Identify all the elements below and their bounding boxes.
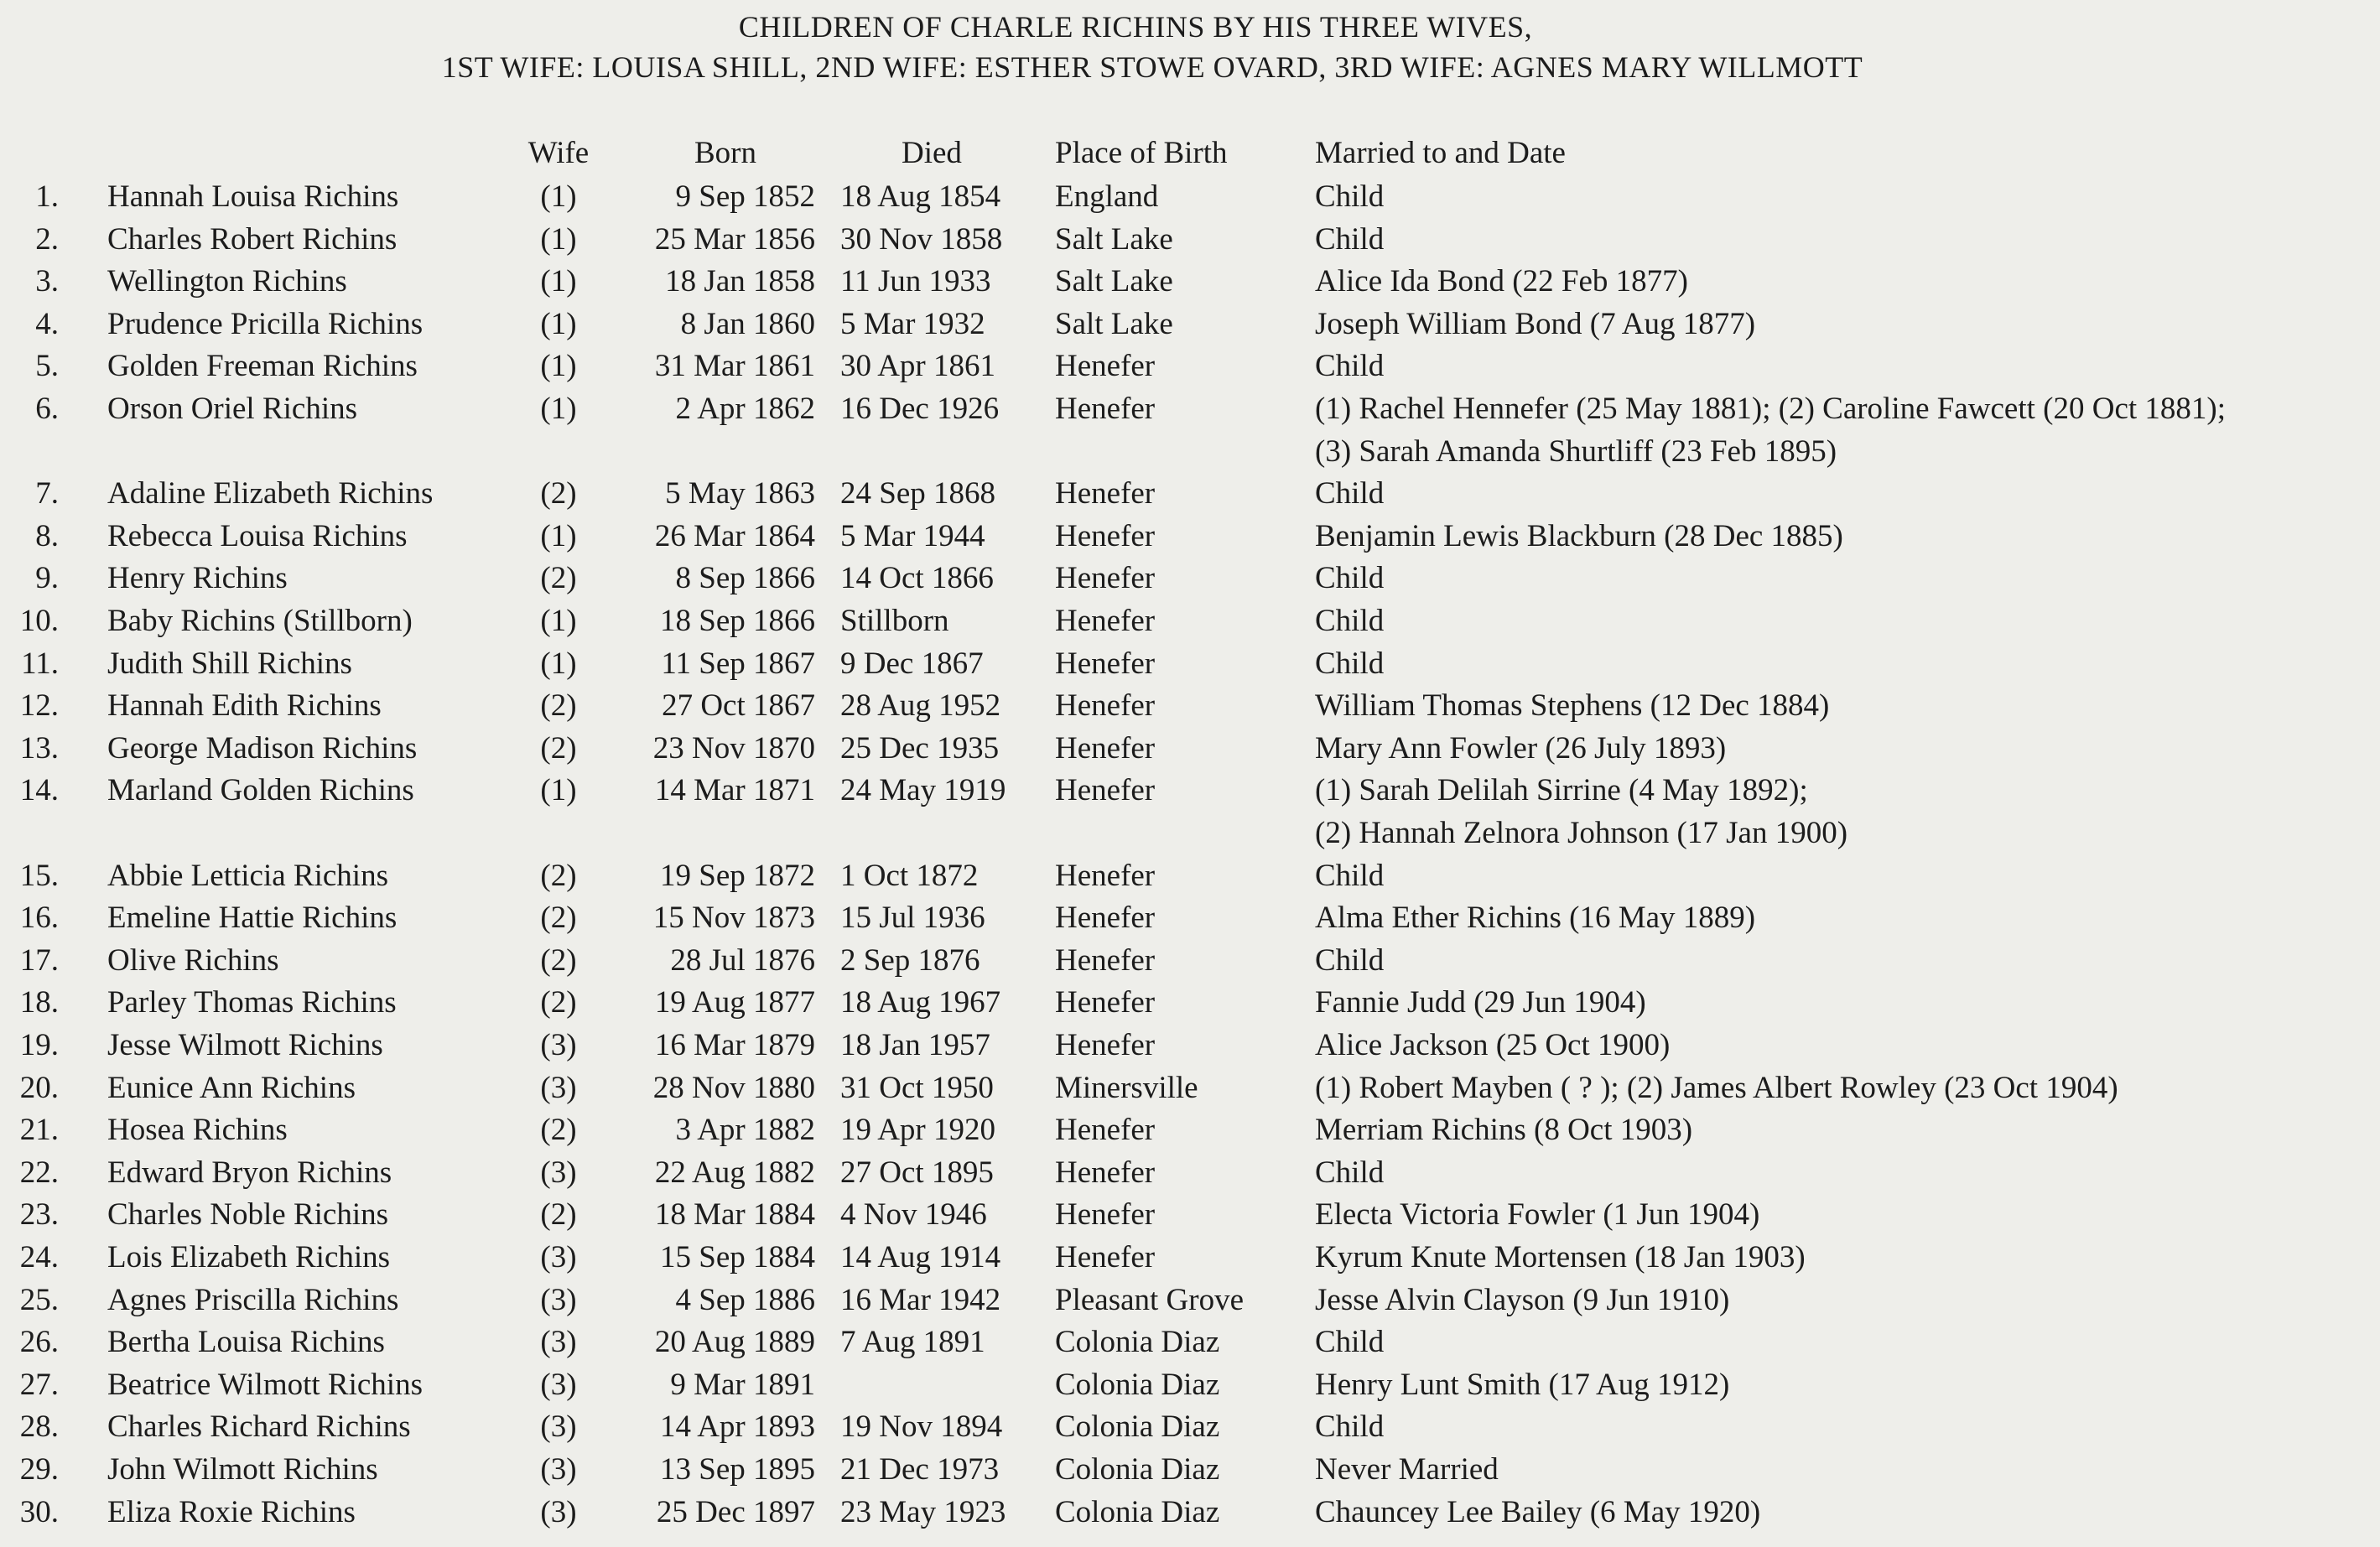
row-number: 14. bbox=[19, 773, 59, 807]
wife-number: (3) bbox=[540, 1495, 577, 1529]
born-date: 31 Mar 1861 bbox=[654, 349, 815, 383]
table-row bbox=[0, 261, 2380, 303]
married-to: Child bbox=[1315, 1325, 1385, 1359]
born-date: 9 Mar 1891 bbox=[670, 1368, 815, 1402]
place-of-birth: Henefer bbox=[1055, 349, 1156, 383]
married-to: Merriam Richins (8 Oct 1903) bbox=[1315, 1113, 1693, 1147]
place-of-birth: Henefer bbox=[1055, 901, 1156, 935]
died-date: 19 Apr 1920 bbox=[840, 1113, 995, 1147]
wife-number: (2) bbox=[540, 943, 577, 978]
child-name: Charles Noble Richins bbox=[107, 1197, 389, 1232]
row-number: 22. bbox=[19, 1155, 59, 1190]
child-name: Rebecca Louisa Richins bbox=[107, 519, 408, 553]
table-row bbox=[0, 770, 2380, 850]
place-of-birth: Henefer bbox=[1055, 646, 1156, 681]
child-name: Eunice Ann Richins bbox=[107, 1071, 356, 1105]
wife-number: (3) bbox=[540, 1325, 577, 1359]
wife-number: (2) bbox=[540, 859, 577, 893]
wife-number: (3) bbox=[540, 1368, 577, 1402]
married-to: Child bbox=[1315, 859, 1385, 893]
place-of-birth: Colonia Diaz bbox=[1055, 1368, 1220, 1402]
born-date: 20 Aug 1889 bbox=[654, 1325, 815, 1359]
place-of-birth: Salt Lake bbox=[1055, 222, 1173, 257]
died-date: 18 Aug 1967 bbox=[840, 985, 1001, 1020]
child-name: Orson Oriel Richins bbox=[107, 392, 358, 426]
place-of-birth: Henefer bbox=[1055, 519, 1156, 553]
died-date: Stillborn bbox=[840, 604, 949, 638]
table-row bbox=[0, 388, 2380, 469]
wife-number: (3) bbox=[540, 1409, 577, 1444]
married-to-continued: (3) Sarah Amanda Shurtliff (23 Feb 1895) bbox=[1315, 434, 1837, 469]
wife-number: (1) bbox=[540, 773, 577, 807]
place-of-birth: Henefer bbox=[1055, 985, 1156, 1020]
died-date: 15 Jul 1936 bbox=[840, 901, 985, 935]
born-date: 3 Apr 1882 bbox=[675, 1113, 815, 1147]
born-date: 13 Sep 1895 bbox=[660, 1452, 815, 1487]
place-of-birth: Henefer bbox=[1055, 604, 1156, 638]
row-number: 16. bbox=[19, 901, 59, 935]
table-row bbox=[0, 1152, 2380, 1194]
born-date: 8 Sep 1866 bbox=[675, 561, 815, 595]
place-of-birth: Henefer bbox=[1055, 688, 1156, 723]
married-to: Child bbox=[1315, 476, 1385, 511]
child-name: Lois Elizabeth Richins bbox=[107, 1240, 391, 1274]
died-date: 4 Nov 1946 bbox=[840, 1197, 987, 1232]
table-row bbox=[0, 1321, 2380, 1363]
row-number: 30. bbox=[19, 1495, 59, 1529]
child-name: Abbie Letticia Richins bbox=[107, 859, 388, 893]
row-number: 29. bbox=[19, 1452, 59, 1487]
row-number: 17. bbox=[19, 943, 59, 978]
row-number: 13. bbox=[19, 731, 59, 766]
row-number: 10. bbox=[19, 604, 59, 638]
child-name: Judith Shill Richins bbox=[107, 646, 352, 681]
row-number: 20. bbox=[19, 1071, 59, 1105]
child-name: George Madison Richins bbox=[107, 731, 418, 766]
place-of-birth: Colonia Diaz bbox=[1055, 1452, 1220, 1487]
died-date: 5 Mar 1932 bbox=[840, 307, 985, 341]
born-date: 26 Mar 1864 bbox=[654, 519, 815, 553]
child-name: Edward Bryon Richins bbox=[107, 1155, 392, 1190]
married-to: Fannie Judd (29 Jun 1904) bbox=[1315, 985, 1646, 1020]
born-date: 15 Sep 1884 bbox=[660, 1240, 815, 1274]
married-to: Alice Ida Bond (22 Feb 1877) bbox=[1315, 264, 1688, 298]
child-name: Beatrice Wilmott Richins bbox=[107, 1368, 423, 1402]
wife-number: (1) bbox=[540, 264, 577, 298]
child-name: Parley Thomas Richins bbox=[107, 985, 397, 1020]
wife-number: (2) bbox=[540, 561, 577, 595]
died-date: 27 Oct 1895 bbox=[840, 1155, 994, 1190]
died-date: 31 Oct 1950 bbox=[840, 1071, 994, 1105]
place-of-birth: Henefer bbox=[1055, 1155, 1156, 1190]
died-date: 25 Dec 1935 bbox=[840, 731, 1000, 766]
child-name: Jesse Wilmott Richins bbox=[107, 1028, 383, 1062]
place-of-birth: Henefer bbox=[1055, 1028, 1156, 1062]
died-date: 23 May 1923 bbox=[840, 1495, 1006, 1529]
born-date: 28 Jul 1876 bbox=[670, 943, 815, 978]
married-to: Alice Jackson (25 Oct 1900) bbox=[1315, 1028, 1671, 1062]
died-date: 1 Oct 1872 bbox=[840, 859, 979, 893]
place-of-birth: Minersville bbox=[1055, 1071, 1198, 1105]
married-to: Child bbox=[1315, 222, 1385, 257]
table-row bbox=[0, 473, 2380, 515]
born-date: 23 Nov 1870 bbox=[652, 731, 815, 766]
child-name: Charles Richard Richins bbox=[107, 1409, 411, 1444]
wife-number: (2) bbox=[540, 731, 577, 766]
place-of-birth: Henefer bbox=[1055, 1240, 1156, 1274]
table-row bbox=[0, 558, 2380, 600]
row-number: 6. bbox=[35, 392, 59, 426]
child-name: Charles Robert Richins bbox=[107, 222, 398, 257]
header-married: Married to and Date bbox=[1315, 136, 1566, 170]
table-row bbox=[0, 855, 2380, 897]
died-date: 16 Mar 1942 bbox=[840, 1283, 1001, 1317]
table-row bbox=[0, 1025, 2380, 1067]
born-date: 16 Mar 1879 bbox=[654, 1028, 815, 1062]
place-of-birth: Henefer bbox=[1055, 731, 1156, 766]
table-row bbox=[0, 1109, 2380, 1151]
wife-number: (2) bbox=[540, 901, 577, 935]
table-row bbox=[0, 1364, 2380, 1406]
born-date: 18 Jan 1858 bbox=[665, 264, 815, 298]
wife-number: (3) bbox=[540, 1071, 577, 1105]
child-name: Hannah Louisa Richins bbox=[107, 179, 399, 214]
wife-number: (1) bbox=[540, 646, 577, 681]
place-of-birth: Henefer bbox=[1055, 476, 1156, 511]
place-of-birth: Henefer bbox=[1055, 1197, 1156, 1232]
married-to: Jesse Alvin Clayson (9 Jun 1910) bbox=[1315, 1283, 1730, 1317]
place-of-birth: Henefer bbox=[1055, 773, 1156, 807]
wife-number: (2) bbox=[540, 688, 577, 723]
wife-number: (1) bbox=[540, 519, 577, 553]
place-of-birth: Colonia Diaz bbox=[1055, 1409, 1220, 1444]
born-date: 4 Sep 1886 bbox=[675, 1283, 815, 1317]
died-date: 18 Aug 1854 bbox=[840, 179, 1001, 214]
married-to: Mary Ann Fowler (26 July 1893) bbox=[1315, 731, 1727, 766]
child-name: Golden Freeman Richins bbox=[107, 349, 418, 383]
place-of-birth: Pleasant Grove bbox=[1055, 1283, 1245, 1317]
place-of-birth: Salt Lake bbox=[1055, 264, 1173, 298]
table-row bbox=[0, 1406, 2380, 1448]
wife-number: (1) bbox=[540, 349, 577, 383]
row-number: 5. bbox=[35, 349, 59, 383]
table-row bbox=[0, 600, 2380, 642]
child-name: Agnes Priscilla Richins bbox=[107, 1283, 399, 1317]
row-number: 24. bbox=[19, 1240, 59, 1274]
row-number: 18. bbox=[19, 985, 59, 1020]
married-to: Chauncey Lee Bailey (6 May 1920) bbox=[1315, 1495, 1761, 1529]
died-date: 16 Dec 1926 bbox=[840, 392, 1000, 426]
child-name: Prudence Pricilla Richins bbox=[107, 307, 424, 341]
child-name: Bertha Louisa Richins bbox=[107, 1325, 385, 1359]
row-number: 25. bbox=[19, 1283, 59, 1317]
child-name: Baby Richins (Stillborn) bbox=[107, 604, 413, 638]
header-place-of-birth: Place of Birth bbox=[1055, 136, 1228, 170]
wife-number: (3) bbox=[540, 1452, 577, 1487]
row-number: 4. bbox=[35, 307, 59, 341]
row-number: 26. bbox=[19, 1325, 59, 1359]
married-to: Child bbox=[1315, 561, 1385, 595]
died-date: 21 Dec 1973 bbox=[840, 1452, 1000, 1487]
died-date: 11 Jun 1933 bbox=[840, 264, 991, 298]
married-to: (1) Robert Mayben ( ? ); (2) James Albert Rowley (23 Oct 1904) bbox=[1315, 1071, 2118, 1105]
wife-number: (3) bbox=[540, 1155, 577, 1190]
born-date: 28 Nov 1880 bbox=[652, 1071, 815, 1105]
married-to-continued: (2) Hannah Zelnora Johnson (17 Jan 1900) bbox=[1315, 816, 1848, 850]
table-row bbox=[0, 304, 2380, 345]
header-wife: Wife bbox=[527, 136, 590, 170]
table-row bbox=[0, 1194, 2380, 1236]
married-to: (1) Sarah Delilah Sirrine (4 May 1892); bbox=[1315, 773, 1808, 807]
born-date: 14 Apr 1893 bbox=[660, 1409, 815, 1444]
died-date: 14 Aug 1914 bbox=[840, 1240, 1001, 1274]
table-row bbox=[0, 516, 2380, 558]
died-date: 14 Oct 1866 bbox=[840, 561, 994, 595]
table-row bbox=[0, 897, 2380, 939]
row-number: 21. bbox=[19, 1113, 59, 1147]
place-of-birth: Henefer bbox=[1055, 943, 1156, 978]
title-line-2: 1ST WIFE: LOUISA SHILL, 2ND WIFE: ESTHER STOWE OVARD, 3RD WIFE: AGNES MARY WILLMOTT bbox=[441, 50, 1863, 84]
died-date: 24 Sep 1868 bbox=[840, 476, 995, 511]
child-name: John Wilmott Richins bbox=[107, 1452, 378, 1487]
born-date: 19 Aug 1877 bbox=[654, 985, 815, 1020]
died-date: 24 May 1919 bbox=[840, 773, 1006, 807]
died-date: 5 Mar 1944 bbox=[840, 519, 985, 553]
table-row bbox=[0, 982, 2380, 1024]
died-date: 2 Sep 1876 bbox=[840, 943, 980, 978]
born-date: 14 Mar 1871 bbox=[654, 773, 815, 807]
married-to: Never Married bbox=[1315, 1452, 1499, 1487]
born-date: 8 Jan 1860 bbox=[680, 307, 815, 341]
wife-number: (1) bbox=[540, 222, 577, 257]
died-date: 9 Dec 1867 bbox=[840, 646, 984, 681]
table-row bbox=[0, 345, 2380, 387]
wife-number: (2) bbox=[540, 476, 577, 511]
row-number: 9. bbox=[35, 561, 59, 595]
married-to: Child bbox=[1315, 604, 1385, 638]
wife-number: (2) bbox=[540, 1197, 577, 1232]
born-date: 27 Oct 1867 bbox=[662, 688, 815, 723]
married-to: Child bbox=[1315, 943, 1385, 978]
born-date: 9 Sep 1852 bbox=[675, 179, 815, 214]
wife-number: (1) bbox=[540, 307, 577, 341]
header-died: Died bbox=[902, 136, 962, 170]
married-to: Child bbox=[1315, 349, 1385, 383]
born-date: 18 Sep 1866 bbox=[660, 604, 815, 638]
row-number: 2. bbox=[35, 222, 59, 257]
born-date: 5 May 1863 bbox=[665, 476, 815, 511]
died-date: 30 Apr 1861 bbox=[840, 349, 995, 383]
place-of-birth: England bbox=[1055, 179, 1159, 214]
row-number: 7. bbox=[35, 476, 59, 511]
married-to: Henry Lunt Smith (17 Aug 1912) bbox=[1315, 1368, 1730, 1402]
wife-number: (3) bbox=[540, 1283, 577, 1317]
child-name: Eliza Roxie Richins bbox=[107, 1495, 356, 1529]
died-date: 18 Jan 1957 bbox=[840, 1028, 990, 1062]
table-row bbox=[0, 1492, 2380, 1534]
table-row bbox=[0, 643, 2380, 685]
married-to: Child bbox=[1315, 1155, 1385, 1190]
married-to: Alma Ether Richins (16 May 1889) bbox=[1315, 901, 1756, 935]
wife-number: (3) bbox=[540, 1028, 577, 1062]
place-of-birth: Henefer bbox=[1055, 392, 1156, 426]
wife-number: (1) bbox=[540, 392, 577, 426]
row-number: 1. bbox=[35, 179, 59, 214]
born-date: 18 Mar 1884 bbox=[654, 1197, 815, 1232]
born-date: 25 Dec 1897 bbox=[656, 1495, 815, 1529]
born-date: 11 Sep 1867 bbox=[661, 646, 815, 681]
married-to: Electa Victoria Fowler (1 Jun 1904) bbox=[1315, 1197, 1760, 1232]
table-row bbox=[0, 685, 2380, 727]
table-row bbox=[0, 1280, 2380, 1321]
born-date: 2 Apr 1862 bbox=[675, 392, 815, 426]
child-name: Hannah Edith Richins bbox=[107, 688, 382, 723]
born-date: 22 Aug 1882 bbox=[654, 1155, 815, 1190]
child-name: Olive Richins bbox=[107, 943, 279, 978]
table-row bbox=[0, 1237, 2380, 1279]
married-to: Child bbox=[1315, 1409, 1385, 1444]
born-date: 25 Mar 1856 bbox=[654, 222, 815, 257]
place-of-birth: Henefer bbox=[1055, 1113, 1156, 1147]
table-row bbox=[0, 728, 2380, 770]
row-number: 15. bbox=[19, 859, 59, 893]
married-to: Benjamin Lewis Blackburn (28 Dec 1885) bbox=[1315, 519, 1843, 553]
born-date: 19 Sep 1872 bbox=[660, 859, 815, 893]
place-of-birth: Salt Lake bbox=[1055, 307, 1173, 341]
row-number: 12. bbox=[19, 688, 59, 723]
child-name: Adaline Elizabeth Richins bbox=[107, 476, 434, 511]
table-row bbox=[0, 1449, 2380, 1491]
born-date: 15 Nov 1873 bbox=[652, 901, 815, 935]
child-name: Hosea Richins bbox=[107, 1113, 288, 1147]
wife-number: (1) bbox=[540, 604, 577, 638]
married-to: Joseph William Bond (7 Aug 1877) bbox=[1315, 307, 1756, 341]
table-row bbox=[0, 1067, 2380, 1109]
row-number: 28. bbox=[19, 1409, 59, 1444]
wife-number: (3) bbox=[540, 1240, 577, 1274]
place-of-birth: Henefer bbox=[1055, 561, 1156, 595]
column-header-row bbox=[0, 132, 2380, 174]
place-of-birth: Colonia Diaz bbox=[1055, 1495, 1220, 1529]
table-row bbox=[0, 940, 2380, 982]
row-number: 11. bbox=[21, 646, 59, 681]
child-name: Marland Golden Richins bbox=[107, 773, 414, 807]
married-to: William Thomas Stephens (12 Dec 1884) bbox=[1315, 688, 1830, 723]
child-name: Henry Richins bbox=[107, 561, 288, 595]
married-to: Child bbox=[1315, 646, 1385, 681]
wife-number: (2) bbox=[540, 1113, 577, 1147]
row-number: 23. bbox=[19, 1197, 59, 1232]
died-date: 7 Aug 1891 bbox=[840, 1325, 985, 1359]
row-number: 3. bbox=[35, 264, 59, 298]
married-to: Child bbox=[1315, 179, 1385, 214]
title-line-1: CHILDREN OF CHARLE RICHINS BY HIS THREE WIVES, bbox=[738, 10, 1533, 44]
header-born: Born bbox=[694, 136, 756, 170]
place-of-birth: Colonia Diaz bbox=[1055, 1325, 1220, 1359]
place-of-birth: Henefer bbox=[1055, 859, 1156, 893]
married-to: Kyrum Knute Mortensen (18 Jan 1903) bbox=[1315, 1240, 1806, 1274]
died-date: 19 Nov 1894 bbox=[840, 1409, 1003, 1444]
row-number: 19. bbox=[19, 1028, 59, 1062]
row-number: 27. bbox=[19, 1368, 59, 1402]
table-row bbox=[0, 176, 2380, 218]
died-date: 30 Nov 1858 bbox=[840, 222, 1003, 257]
child-name: Emeline Hattie Richins bbox=[107, 901, 398, 935]
wife-number: (1) bbox=[540, 179, 577, 214]
row-number: 8. bbox=[35, 519, 59, 553]
child-name: Wellington Richins bbox=[107, 264, 347, 298]
wife-number: (2) bbox=[540, 985, 577, 1020]
married-to: (1) Rachel Hennefer (25 May 1881); (2) Caroline Fawcett (20 Oct 1881); bbox=[1315, 392, 2227, 426]
died-date: 28 Aug 1952 bbox=[840, 688, 1001, 723]
table-row bbox=[0, 219, 2380, 261]
